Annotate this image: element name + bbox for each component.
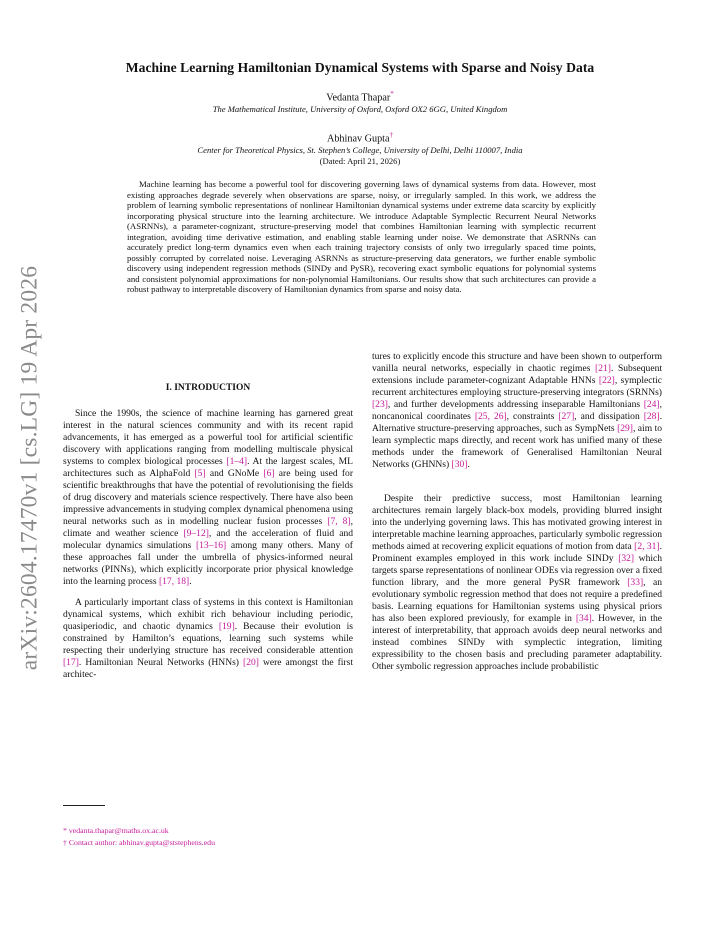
citation-link[interactable]: [5] [194,468,206,479]
text-run: . However, in the interest of interpretability, that approach avoids deep neural networks and instead combines SINDy with symplectic integration, limiting expressibility to the chosen basis and precluding parameter adaptability. Other symbolic regression approaches include probabilistic [372,613,662,672]
footnote-rule [63,805,105,806]
citation-link[interactable]: [19] [218,621,235,632]
text-run: . Hamiltonian Neural Networks (HNNs) [78,657,244,668]
citation-link[interactable]: [24] [643,399,660,410]
citation-link[interactable]: [22] [598,375,615,386]
text-run: were amongst the first architec- [63,657,353,680]
text-run: tures to explicitly encode this structure and have been shown to outperform vanilla neural networks, especially in chaotic regimes [372,351,662,374]
text-run: , and the acceleration of fluid and molecular dynamics simulations [63,528,354,551]
text-run: A particularly important class of systems in this context is Hamiltonian dynamical systems, which exhibit rich behaviour including periodic, quasiperiodic, and chaotic dynamics [63,597,353,632]
citation-link[interactable]: [6] [263,468,275,479]
text-run: , symplectic recurrent architectures employing structure-preserving integrators (SRNNs) [372,375,663,398]
text-run: , and further developments addressing inseparable Hamiltonians [387,399,644,410]
author-1 [60,90,660,103]
right-paragraph-1 [372,351,662,471]
citation-link[interactable]: [29] [617,423,633,434]
author-2-affiliation: Center for Theoretical Physics, St. Stephen’s College, University of Delhi, Delhi 110007, India [197,145,523,155]
citation-link[interactable]: [20] [243,657,259,668]
author-1-mark[interactable]: * [390,90,394,98]
text-run: . Prominent examples employed in this work include SINDy [372,541,663,564]
author-2-name: Abhinav Gupta [326,133,390,145]
text-run: . [467,459,470,470]
footnote-email-2[interactable]: † Contact author: abhinav.gupta@ststephens.edu [63,838,215,847]
arxiv-stamp [8,258,52,678]
text-run: among many others. Many of these approaches fall under the umbrella of physics-informed neural networks (PINNs), which explicitly incorporate prior physical knowledge into the learning process [63,540,353,587]
text-run: , aim to learn symplectic maps directly, and recent work has unified many of these methods under the framework of Generalised Hamiltonian Neural Networks (GHNNs) [372,423,662,470]
text-run: Despite their predictive success, most Hamiltonian learning architectures remain largely black-box models, providing blurred insight into the underlying governing laws. This has motivated growing interest in interpretable machine learning approaches, particularly symbolic regression methods aimed at recovering explicit equations of motion from data [372,493,662,552]
citation-link[interactable]: [2, 31] [634,541,660,552]
citation-link[interactable]: [9–12] [183,528,209,539]
right-paragraph-2 [372,493,662,673]
citation-link[interactable]: [34] [575,613,592,624]
author-2 [60,131,660,144]
paragraph-gap [372,471,662,493]
right-column [372,351,662,673]
citation-link[interactable]: [7, 8] [327,516,351,527]
citation-link[interactable]: [25, 26] [474,411,507,422]
citation-link[interactable]: [27] [558,411,575,422]
text-run: . Alternative structure-preserving approaches, such as SympNets [372,411,662,434]
arxiv-stamp-text: arXiv:2604.17470v1 [cs.LG] 19 Apr 2026 [16,265,43,671]
text-run: . At the largest scales, ML architectures such as AlphaFold [63,456,354,479]
left-column [63,376,353,681]
text-run: and GNoMe [205,468,264,479]
text-run: . Because their evolution is constrained by Hamilton’s equations, learning such systems while respecting their underlying structure has received considerable attention [63,621,353,656]
text-run: , an evolutionary symbolic regression method that does not require a predefined basis. Learning equations for Hamiltonian systems using physical priors has also been explored previously, for example in [372,577,662,624]
footnote-email-1[interactable]: * vedanta.thapar@maths.ox.ac.uk [63,826,169,835]
citation-link[interactable]: [28] [643,411,660,422]
citation-link[interactable]: [33] [627,577,644,588]
paper-title: Machine Learning Hamiltonian Dynamical Systems with Sparse and Noisy Data [125,60,595,75]
abstract [127,179,596,295]
text-run: , noncanonical coordinates [372,399,662,422]
left-paragraph-2 [63,597,353,681]
citation-link[interactable]: [1–4] [226,456,248,467]
citation-link[interactable]: [23] [372,399,388,410]
text-run: . Subsequent extensions include parameter-cognizant Adaptable HNNs [372,363,662,386]
text-run: are being used for scientific breakthroughs that have the potential of revolutionising the fields of drug discovery and materials science respectively. There have also been impressive advancements in studying complex dynamical phenomena using neural networks such as in modelling nuclear fusion processes [63,468,354,527]
author-1-affiliation: The Mathematical Institute, University of Oxford, Oxford OX2 6GG, United Kingdom [212,104,508,114]
abstract-text: Machine learning has become a powerful tool for discovering governing laws of dynamical systems from data. However, most existing approaches degrade severely when observations are sparse, noisy, or irregularly sampled. In this work, we address the problem of learning symbolic representations of nonlinear Hamiltonian dynamical systems under extreme data scarcity by explicitly incorporating physical structure into the learning architecture. We introduce Adaptable Symplectic Recurrent Neural Networks (ASRNNs), a parameter-cognizant, structure-preserving model that combines Hamiltonian learning with symplectic recurrent integration, avoiding time derivative estimation, and enabling stable learning under noise. We demonstrate that ASRNNs can accurately predict long-term dynamics even when each training trajectory consists of only two irregularly spaced time points, possibly corrupted by correlated noise. Leveraging ASRNNs as structure-preserving data generators, we further enable symbolic discovery using independent regression methods (SINDy and PySR), recovering exact symbolic equations for polynomial systems and consistent polynomial approximations for non-polynomial Hamiltonians. Our results show that such architectures can provide a robust pathway to interpretable discovery of Hamiltonian dynamics from sparse and noisy data. [127,179,596,295]
text-run: , constraints [506,411,559,422]
text-run: , and dissipation [574,411,644,422]
dated-line: (Dated: April 21, 2026) [319,156,401,166]
text-run: , climate and weather science [63,516,353,539]
text-run: which targets sparse representations of nonlinear ODEs via regression over a fixed function library, and the more general PySR framework [372,553,663,588]
citation-link[interactable]: [17] [63,657,79,668]
citation-link[interactable]: [30] [451,459,468,470]
citation-link[interactable]: [17, 18] [158,576,190,587]
citation-link[interactable]: [32] [618,553,635,564]
citation-link[interactable]: [13–16] [195,540,227,551]
text-run: . [189,576,192,587]
citation-link[interactable]: [21] [595,363,611,374]
author-2-mark[interactable]: † [389,131,394,139]
author-1-name: Vedanta Thapar [326,92,391,104]
section-heading: I. INTRODUCTION [165,383,251,393]
text-run: Since the 1990s, the science of machine learning has garnered great interest in the natural sciences community and with its recent rapid advancements, it has emerged as a powerful tool for artificial scientific discovery with applications ranging from modelling multiscale physical systems to complex biological processes [63,408,353,467]
left-paragraph-1 [63,408,353,588]
